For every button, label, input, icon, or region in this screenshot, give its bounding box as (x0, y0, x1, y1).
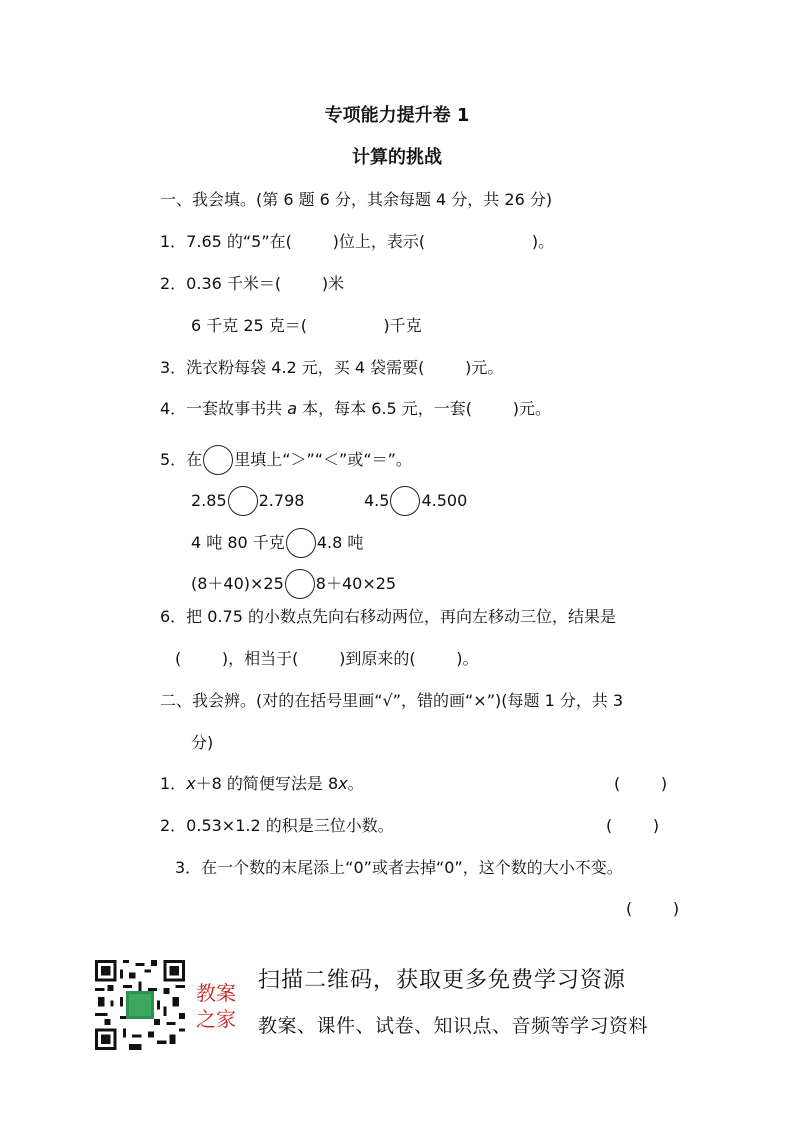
judge-question-3: 3．在一个数的末尾添上“0”或者去掉“0”，这个数的大小不变。 (175, 858, 623, 877)
section2-header-line1: 二、我会辨。(对的在括号里画“√”，错的画“×”)(每题 1 分，共 3 (160, 691, 624, 710)
j1-variable: x (186, 774, 196, 793)
compare-3 (191, 528, 363, 558)
answer-paren-3[interactable]: ( ) (626, 899, 680, 918)
title: 专项能力提升卷 1 (324, 105, 470, 126)
brand-line-1: 教案 (196, 981, 236, 1005)
question-2a: 2．0.36 千米＝( )米 (160, 274, 345, 293)
cmp1-right: 2.798 (258, 491, 305, 510)
cmp3-left: 4 吨 80 千克 (191, 533, 285, 552)
brand-line-2: 之家 (196, 1007, 236, 1031)
compare-2 (364, 486, 467, 516)
q4-text-pre: 4．一套故事书共 (160, 399, 288, 418)
judge-question-1 (160, 773, 364, 795)
q5-text-pre: 5．在 (160, 450, 203, 469)
question-2b: 6 千克 25 克＝( )千克 (191, 316, 422, 335)
promo-line-2: 教案、课件、试卷、知识点、音频等学习资料 (258, 1015, 649, 1037)
brand-logo (196, 980, 236, 1032)
subtitle: 计算的挑战 (352, 147, 442, 168)
cmp4-left: (8＋40)×25 (191, 574, 284, 593)
answer-paren-1[interactable]: ( ) (614, 774, 668, 793)
j1-mid: ＋8 的简便写法是 8 (195, 774, 339, 793)
compare-circle-icon[interactable] (228, 486, 258, 516)
cmp2-right: 4.500 (421, 491, 468, 510)
q4-variable: a (287, 399, 298, 418)
compare-4 (191, 569, 396, 599)
compare-1 (191, 486, 304, 516)
section1-header: 一、我会填。(第 6 题 6 分，其余每题 4 分，共 26 分) (160, 190, 553, 209)
cmp3-right: 4.8 吨 (316, 533, 364, 552)
qr-code-icon (95, 960, 185, 1050)
compare-circle-icon[interactable] (390, 486, 420, 516)
cmp1-left: 2.85 (191, 491, 227, 510)
compare-circle-icon[interactable] (285, 569, 315, 599)
j1-end: 。 (347, 774, 364, 793)
j1-pre: 1． (160, 774, 187, 793)
compare-circle-icon (203, 445, 233, 475)
judge-question-2: 2．0.53×1.2 的积是三位小数。 (160, 816, 394, 835)
q4-text-post: 本，每本 6.5 元，一套( )元。 (297, 399, 551, 418)
q5-text-post: 里填上“＞”“＜”或“＝”。 (234, 450, 412, 469)
j1-variable2: x (338, 774, 348, 793)
question-6-line2: ( )，相当于( )到原来的( )。 (175, 649, 479, 668)
cmp2-left: 4.5 (364, 491, 390, 510)
cmp4-right: 8＋40×25 (315, 574, 397, 593)
question-1: 1．7.65 的“5”在( )位上，表示( )。 (160, 232, 555, 251)
promo-line-1: 扫描二维码，获取更多免费学习资源 (258, 968, 627, 993)
question-5 (160, 445, 412, 475)
question-3: 3．洗衣粉每袋 4.2 元，买 4 袋需要( )元。 (160, 358, 504, 377)
answer-paren-2[interactable]: ( ) (606, 816, 660, 835)
question-4 (160, 398, 551, 420)
section2-header-line2: 分) (191, 733, 214, 752)
question-6-line1: 6．把 0.75 的小数点先向右移动两位，再向左移动三位，结果是 (160, 607, 616, 626)
compare-circle-icon[interactable] (286, 528, 316, 558)
